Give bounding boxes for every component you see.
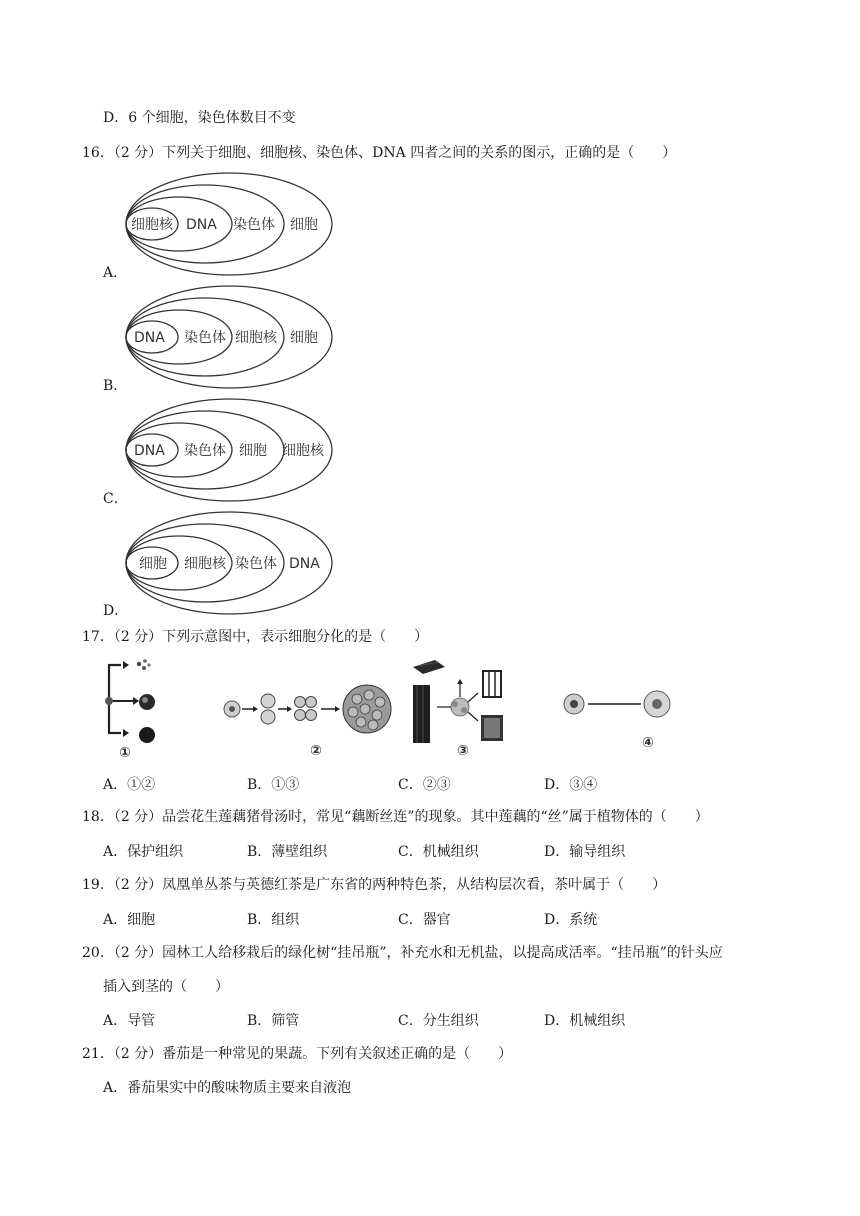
q18-option-b[interactable]: B．薄壁组织 (247, 844, 328, 860)
q21-stem: 21．（2 分）番茄是一种常见的果蔬。下列有关叙述正确的是（ ） (82, 1046, 513, 1062)
q20-option-b[interactable]: B．筛管 (247, 1013, 300, 1029)
q19-option-d[interactable]: D．系统 (544, 912, 598, 928)
q18-stem: 18．（2 分）品尝花生莲藕猪骨汤时，常见“藕断丝连”的现象。其中莲藕的“丝”属于植物体的（ ） (82, 809, 709, 825)
q20-stem-line-1: 20．（2 分）园林工人给移栽后的绿化树“挂吊瓶”，补充水和无机盐，以提高成活率。“挂吊瓶”的针头应 (82, 945, 723, 961)
q16-b-ring-2: 染色体 (184, 330, 226, 346)
q19-stem: 19．（2 分）凤凰单丛茶与英德红茶是广东省的两种特色茶，从结构层次看，茶叶属于（ ） (82, 877, 667, 893)
q16-option-d-diagram (124, 509, 336, 617)
q18-option-c[interactable]: C．机械组织 (398, 844, 479, 860)
q16-c-ring-2: 染色体 (184, 443, 226, 459)
q16-stem: 16．（2 分）下列关于细胞、细胞核、染色体、DNA 四者之间的关系的图示，正确的是（ ） (82, 145, 677, 161)
q18-option-d[interactable]: D．输导组织 (544, 844, 626, 860)
q18-option-a[interactable]: A．保护组织 (103, 844, 184, 860)
q16-b-ring-3: 细胞核 (235, 330, 277, 346)
q16-d-ring-4: DNA (289, 556, 320, 572)
q17-option-d[interactable]: D．③④ (544, 777, 598, 793)
q16-b-ring-1: DNA (134, 330, 165, 346)
q16-d-ring-1: 细胞 (139, 556, 167, 572)
q16-c-ring-4: 细胞核 (282, 443, 324, 459)
q21-option-a[interactable]: A．番茄果实中的酸味物质主要来自液泡 (103, 1080, 352, 1096)
q16-d-ring-2: 细胞核 (184, 556, 226, 572)
q19-option-a[interactable]: A．细胞 (103, 912, 156, 928)
q16-b-ring-4: 细胞 (290, 330, 318, 346)
q20-option-d[interactable]: D．机械组织 (544, 1013, 626, 1029)
q20-option-c[interactable]: C．分生组织 (398, 1013, 479, 1029)
q16-option-a-diagram (124, 170, 336, 278)
q16-a-ring-4: 细胞 (290, 217, 318, 233)
q19-option-c[interactable]: C．器官 (398, 912, 451, 928)
q15-option-d: D．6 个细胞，染色体数目不变 (103, 110, 296, 126)
q17-option-b[interactable]: B．①③ (247, 777, 300, 793)
q20-stem-line-2: 插入到茎的（ ） (103, 979, 229, 995)
q17-figure-2-label: ② (310, 743, 322, 759)
q17-figure-3-label: ③ (457, 743, 469, 759)
q20-option-a[interactable]: A．导管 (103, 1013, 156, 1029)
q17-figure-4 (564, 691, 670, 751)
q17-figures (95, 655, 695, 765)
q16-option-b-label[interactable]: B． (103, 378, 128, 394)
q17-figure-1-label: ① (119, 745, 131, 761)
q17-figure-2 (224, 685, 391, 759)
q17-figure-1 (105, 659, 155, 761)
q16-a-ring-1: 细胞核 (131, 217, 173, 233)
q16-option-a-label[interactable]: A． (103, 265, 128, 281)
q17-option-a[interactable]: A．①② (103, 777, 156, 793)
q16-option-c-diagram (124, 396, 336, 504)
q17-stem: 17．（2 分）下列示意图中，表示细胞分化的是（ ） (82, 629, 429, 645)
q19-option-b[interactable]: B．组织 (247, 912, 300, 928)
q17-figure-4-label: ④ (642, 735, 654, 751)
q17-figure-3 (413, 660, 503, 759)
q16-d-ring-3: 染色体 (235, 556, 277, 572)
q16-a-ring-3: 染色体 (233, 217, 275, 233)
q16-option-d-label[interactable]: D． (103, 603, 129, 619)
q16-option-b-diagram (124, 283, 336, 391)
q17-option-c[interactable]: C．②③ (398, 777, 451, 793)
q16-c-ring-1: DNA (134, 443, 165, 459)
q16-a-ring-2: DNA (186, 217, 217, 233)
q16-option-c-label[interactable]: C． (103, 491, 128, 507)
q16-c-ring-3: 细胞 (239, 443, 267, 459)
